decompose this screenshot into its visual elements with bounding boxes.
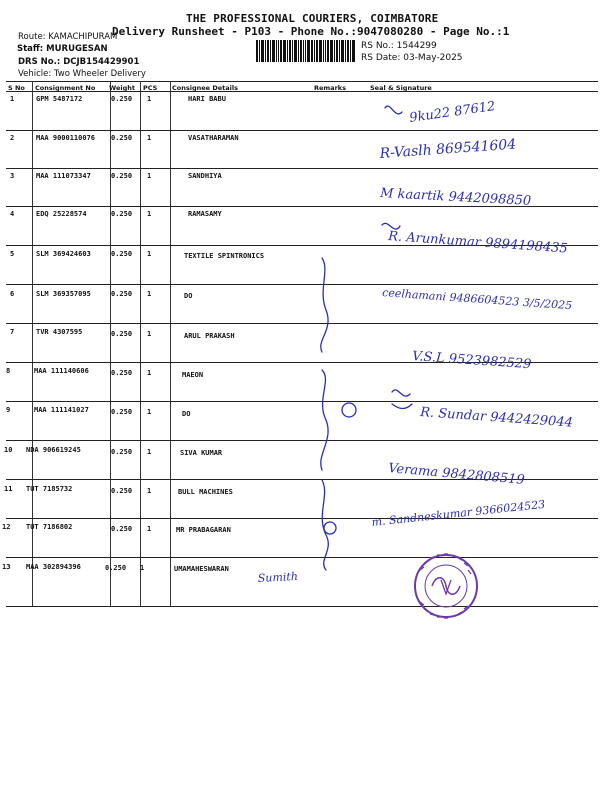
signature-row-9: R. Sundar 9442429044: [419, 405, 574, 431]
row-pcs: 1: [147, 250, 152, 258]
signature-row-7: V.S.L 9523982529: [411, 349, 532, 373]
row-consignee: ARUL PRAKASH: [184, 332, 235, 340]
row-weight: 0.250: [111, 525, 133, 533]
row-weight: 0.250: [105, 564, 127, 572]
row-pcs: 1: [140, 564, 145, 572]
row-sno: 13: [2, 563, 11, 571]
row-pcs: 1: [147, 172, 152, 180]
row-sno: 4: [10, 210, 15, 218]
row-consignment-no: SLM 369357095: [36, 290, 91, 298]
signature-mark: [392, 404, 412, 409]
row-weight: 0.250: [111, 172, 133, 180]
row-weight: 0.250: [111, 408, 133, 416]
row-sno: 3: [10, 172, 15, 180]
row-consignee: VASATHARAMAN: [188, 134, 239, 142]
row-consignment-no: MAA 111140606: [34, 367, 89, 375]
rs-number: RS No.: 1544299: [361, 41, 437, 51]
row-pcs: 1: [147, 134, 152, 142]
row-pcs: 1: [147, 369, 152, 377]
row-weight: 0.250: [111, 250, 133, 258]
col-header-consignment: Consignment No: [35, 84, 96, 92]
drs-number: DRS No.: DCJB154429901: [18, 57, 140, 67]
row-weight: 0.250: [111, 369, 133, 377]
remarks-circle-mark: [342, 403, 356, 417]
row-sno: 8: [6, 367, 11, 375]
signature-row-6: ceelhamani 9486604523 3/5/2025: [381, 286, 573, 313]
row-consignment-no: NDA 906619245: [26, 446, 81, 454]
row-consignment-no: EDQ 25228574: [36, 210, 87, 218]
row-sno: 10: [4, 446, 13, 454]
row-sno: 11: [4, 485, 13, 493]
row-consignment-no: TVR 4307595: [36, 328, 83, 336]
row-weight: 0.250: [111, 487, 133, 495]
row-pcs: 1: [147, 408, 152, 416]
company-name: THE PROFESSIONAL COURIERS, COIMBATORE: [186, 12, 439, 25]
row-consignee: BULL MACHINES: [178, 488, 233, 496]
signature-row-13: Sumith: [257, 569, 299, 585]
remarks-circle-mark: [324, 522, 336, 534]
signature-row-3: M kaartik 9442098850: [379, 186, 532, 209]
signature-row-12: m. Sandneskumar 9366024523: [370, 497, 546, 529]
row-weight: 0.250: [111, 95, 133, 103]
row-consignee: DO: [184, 292, 193, 300]
row-consignee: DO: [182, 410, 191, 418]
row-sno: 9: [6, 406, 11, 414]
row-consignee: SIVA KUMAR: [180, 449, 223, 457]
row-consignee: RAMASAMY: [188, 210, 222, 218]
row-weight: 0.250: [111, 210, 133, 218]
runsheet-title: Delivery Runsheet - P103 - Phone No.:9047080280 - Page No.:1: [112, 25, 510, 38]
signature-mark: [392, 390, 410, 396]
col-header-sno: S No: [8, 84, 25, 92]
row-consignment-no: MAA 111141027: [34, 406, 89, 414]
vehicle-label: Vehicle: Two Wheeler Delivery: [18, 69, 146, 79]
col-header-pcs: PCS: [143, 84, 158, 92]
row-consignee: TEXTILE SPINTRONICS: [184, 252, 265, 260]
remarks-bracket-mark: [321, 370, 328, 470]
row-weight: 0.250: [111, 290, 133, 298]
row-weight: 0.250: [111, 330, 133, 338]
col-header-seal: Seal & Signature: [370, 84, 432, 92]
signature-row-1: 9ku22 87612: [408, 99, 497, 126]
row-sno: 12: [2, 523, 11, 531]
row-consignee: HARI BABU: [188, 95, 226, 103]
row-sno: 6: [10, 290, 15, 298]
route-label: Route: KAMACHIPURAM: [18, 32, 118, 42]
signature-row-10: Verama 9842808519: [387, 461, 526, 488]
row-weight: 0.250: [111, 448, 133, 456]
signature-row-2: R-Vaslh 869541604: [379, 136, 517, 162]
row-pcs: 1: [147, 210, 152, 218]
row-consignment-no: MAA 111073347: [36, 172, 91, 180]
col-header-remarks: Remarks: [314, 84, 346, 92]
rs-date: RS Date: 03-May-2025: [361, 53, 463, 63]
row-consignment-no: TUT 7186802: [26, 523, 73, 531]
row-consignment-no: TUT 7185732: [26, 485, 73, 493]
col-header-weight: Weight: [109, 84, 135, 92]
row-consignment-no: MAA 9000110076: [36, 134, 96, 142]
row-pcs: 1: [147, 525, 152, 533]
row-consignee: MR PRABAGARAN: [176, 526, 231, 534]
row-pcs: 1: [147, 448, 152, 456]
col-header-consignee: Consignee Details: [172, 84, 238, 92]
row-consignment-no: SLM 369424603: [36, 250, 91, 258]
row-sno: 1: [10, 95, 15, 103]
row-sno: 5: [10, 250, 15, 258]
row-weight: 0.250: [111, 134, 133, 142]
staff-label: Staff: MURUGESAN: [17, 44, 108, 54]
row-pcs: 1: [147, 95, 152, 103]
row-pcs: 1: [147, 330, 152, 338]
signature-row-4: R. Arunkumar 9894198435: [387, 229, 569, 257]
row-sno: 7: [10, 328, 15, 336]
row-consignee: MAEON: [182, 371, 204, 379]
row-consignee: SANDHIYA: [188, 172, 222, 180]
row-sno: 2: [10, 134, 15, 142]
company-seal-stamp: [415, 554, 477, 618]
remarks-bracket-mark: [321, 258, 328, 352]
row-consignee: UMAMAHESWARAN: [174, 565, 229, 573]
signature-mark: [385, 106, 402, 114]
row-consignment-no: MAA 302894396: [26, 563, 81, 571]
row-pcs: 1: [147, 290, 152, 298]
row-consignment-no: GPM 5487172: [36, 95, 83, 103]
row-pcs: 1: [147, 487, 152, 495]
